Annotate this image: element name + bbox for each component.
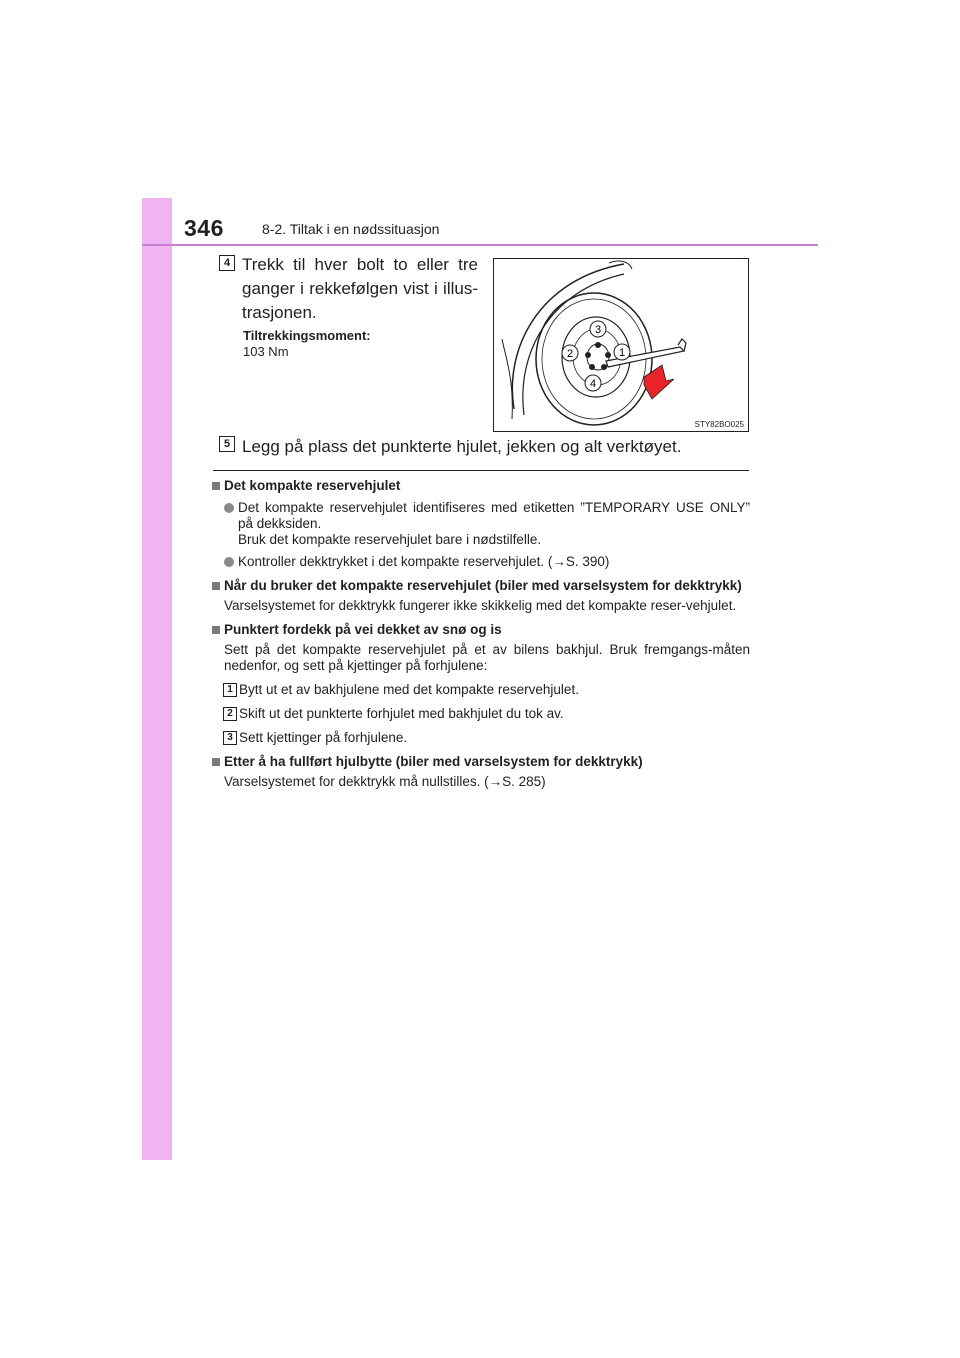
step-4-badge: 4 bbox=[219, 255, 235, 271]
circle-bullet-icon bbox=[224, 503, 234, 513]
note-body: Varselsystemet for dekktrykk må nullstilles. (→S. 285) bbox=[224, 774, 546, 789]
substep-2: 2 Skift ut det punkterte forhjulet med bakhjulet du tok av. bbox=[211, 706, 750, 722]
square-bullet-icon bbox=[212, 582, 220, 590]
note-heading-tpms-spare: Når du bruker det kompakte reservehjulet (biler med varselsystem for dekktrykk) bbox=[211, 578, 750, 594]
substep-1: 1 Bytt ut et av bakhjulene med det kompakte reservehjulet. bbox=[211, 682, 750, 698]
page-number: 346 bbox=[184, 215, 224, 241]
wheel-drawing bbox=[494, 259, 748, 431]
substep-badge: 3 bbox=[223, 731, 237, 745]
section-divider bbox=[213, 470, 749, 471]
bullet-item: Kontroller dekktrykket i det kompakte reservehjulet. (→S. 390) bbox=[211, 554, 750, 570]
callout-1: 1 bbox=[618, 347, 626, 359]
section-title: 8-2. Tiltak i en nødssituasjon bbox=[262, 221, 440, 237]
chapter-tab-sidebar bbox=[142, 198, 172, 1160]
circle-bullet-icon bbox=[224, 557, 234, 567]
torque-label: Tiltrekkingsmoment: bbox=[243, 328, 371, 343]
callout-2: 2 bbox=[566, 348, 574, 360]
note-body: Sett på det kompakte reservehjulet på et av bilens bakhjul. Bruk fremgangs-måten nedenfor, og sett på kjettinger på forhjulene: bbox=[224, 642, 750, 673]
substep-3: 3 Sett kjettinger på forhjulene. bbox=[211, 730, 750, 746]
header-rule bbox=[142, 244, 818, 246]
notes-section bbox=[211, 478, 750, 790]
note-body: Varselsystemet for dekktrykk fungerer ikke skikkelig med det kompakte reser-vehjulet. bbox=[224, 598, 737, 613]
note-heading-after-change: Etter å ha fullført hjulbytte (biler med varselsystem for dekktrykk) bbox=[211, 754, 750, 770]
step-5-text: Legg på plass det punkterte hjulet, jekken og alt verktøyet. bbox=[242, 437, 682, 456]
substep-badge: 2 bbox=[223, 707, 237, 721]
square-bullet-icon bbox=[212, 626, 220, 634]
callout-3: 3 bbox=[594, 324, 602, 336]
square-bullet-icon bbox=[212, 482, 220, 490]
step-5-badge: 5 bbox=[219, 436, 235, 452]
note-heading-snow-ice: Punktert fordekk på vei dekket av snø og is bbox=[211, 622, 750, 638]
figure-code: STY82BO025 bbox=[694, 420, 744, 429]
bullet-item: Det kompakte reservehjulet identifiseres med etiketten ”TEMPORARY USE ONLY” på dekksiden. Bruk det kompakte reservehjulet bare i nødstilfelle. bbox=[211, 500, 750, 548]
square-bullet-icon bbox=[212, 758, 220, 766]
wheel-bolt-tightening-illustration bbox=[493, 258, 749, 432]
callout-4: 4 bbox=[589, 378, 597, 390]
torque-value: 103 Nm bbox=[243, 344, 289, 359]
note-heading-compact-spare: Det kompakte reservehjulet bbox=[211, 478, 750, 494]
step-4-text: Trekk til hver bolt to eller tre ganger i rekkefølgen vist i illus-trasjonen. bbox=[242, 255, 478, 322]
substep-badge: 1 bbox=[223, 683, 237, 697]
